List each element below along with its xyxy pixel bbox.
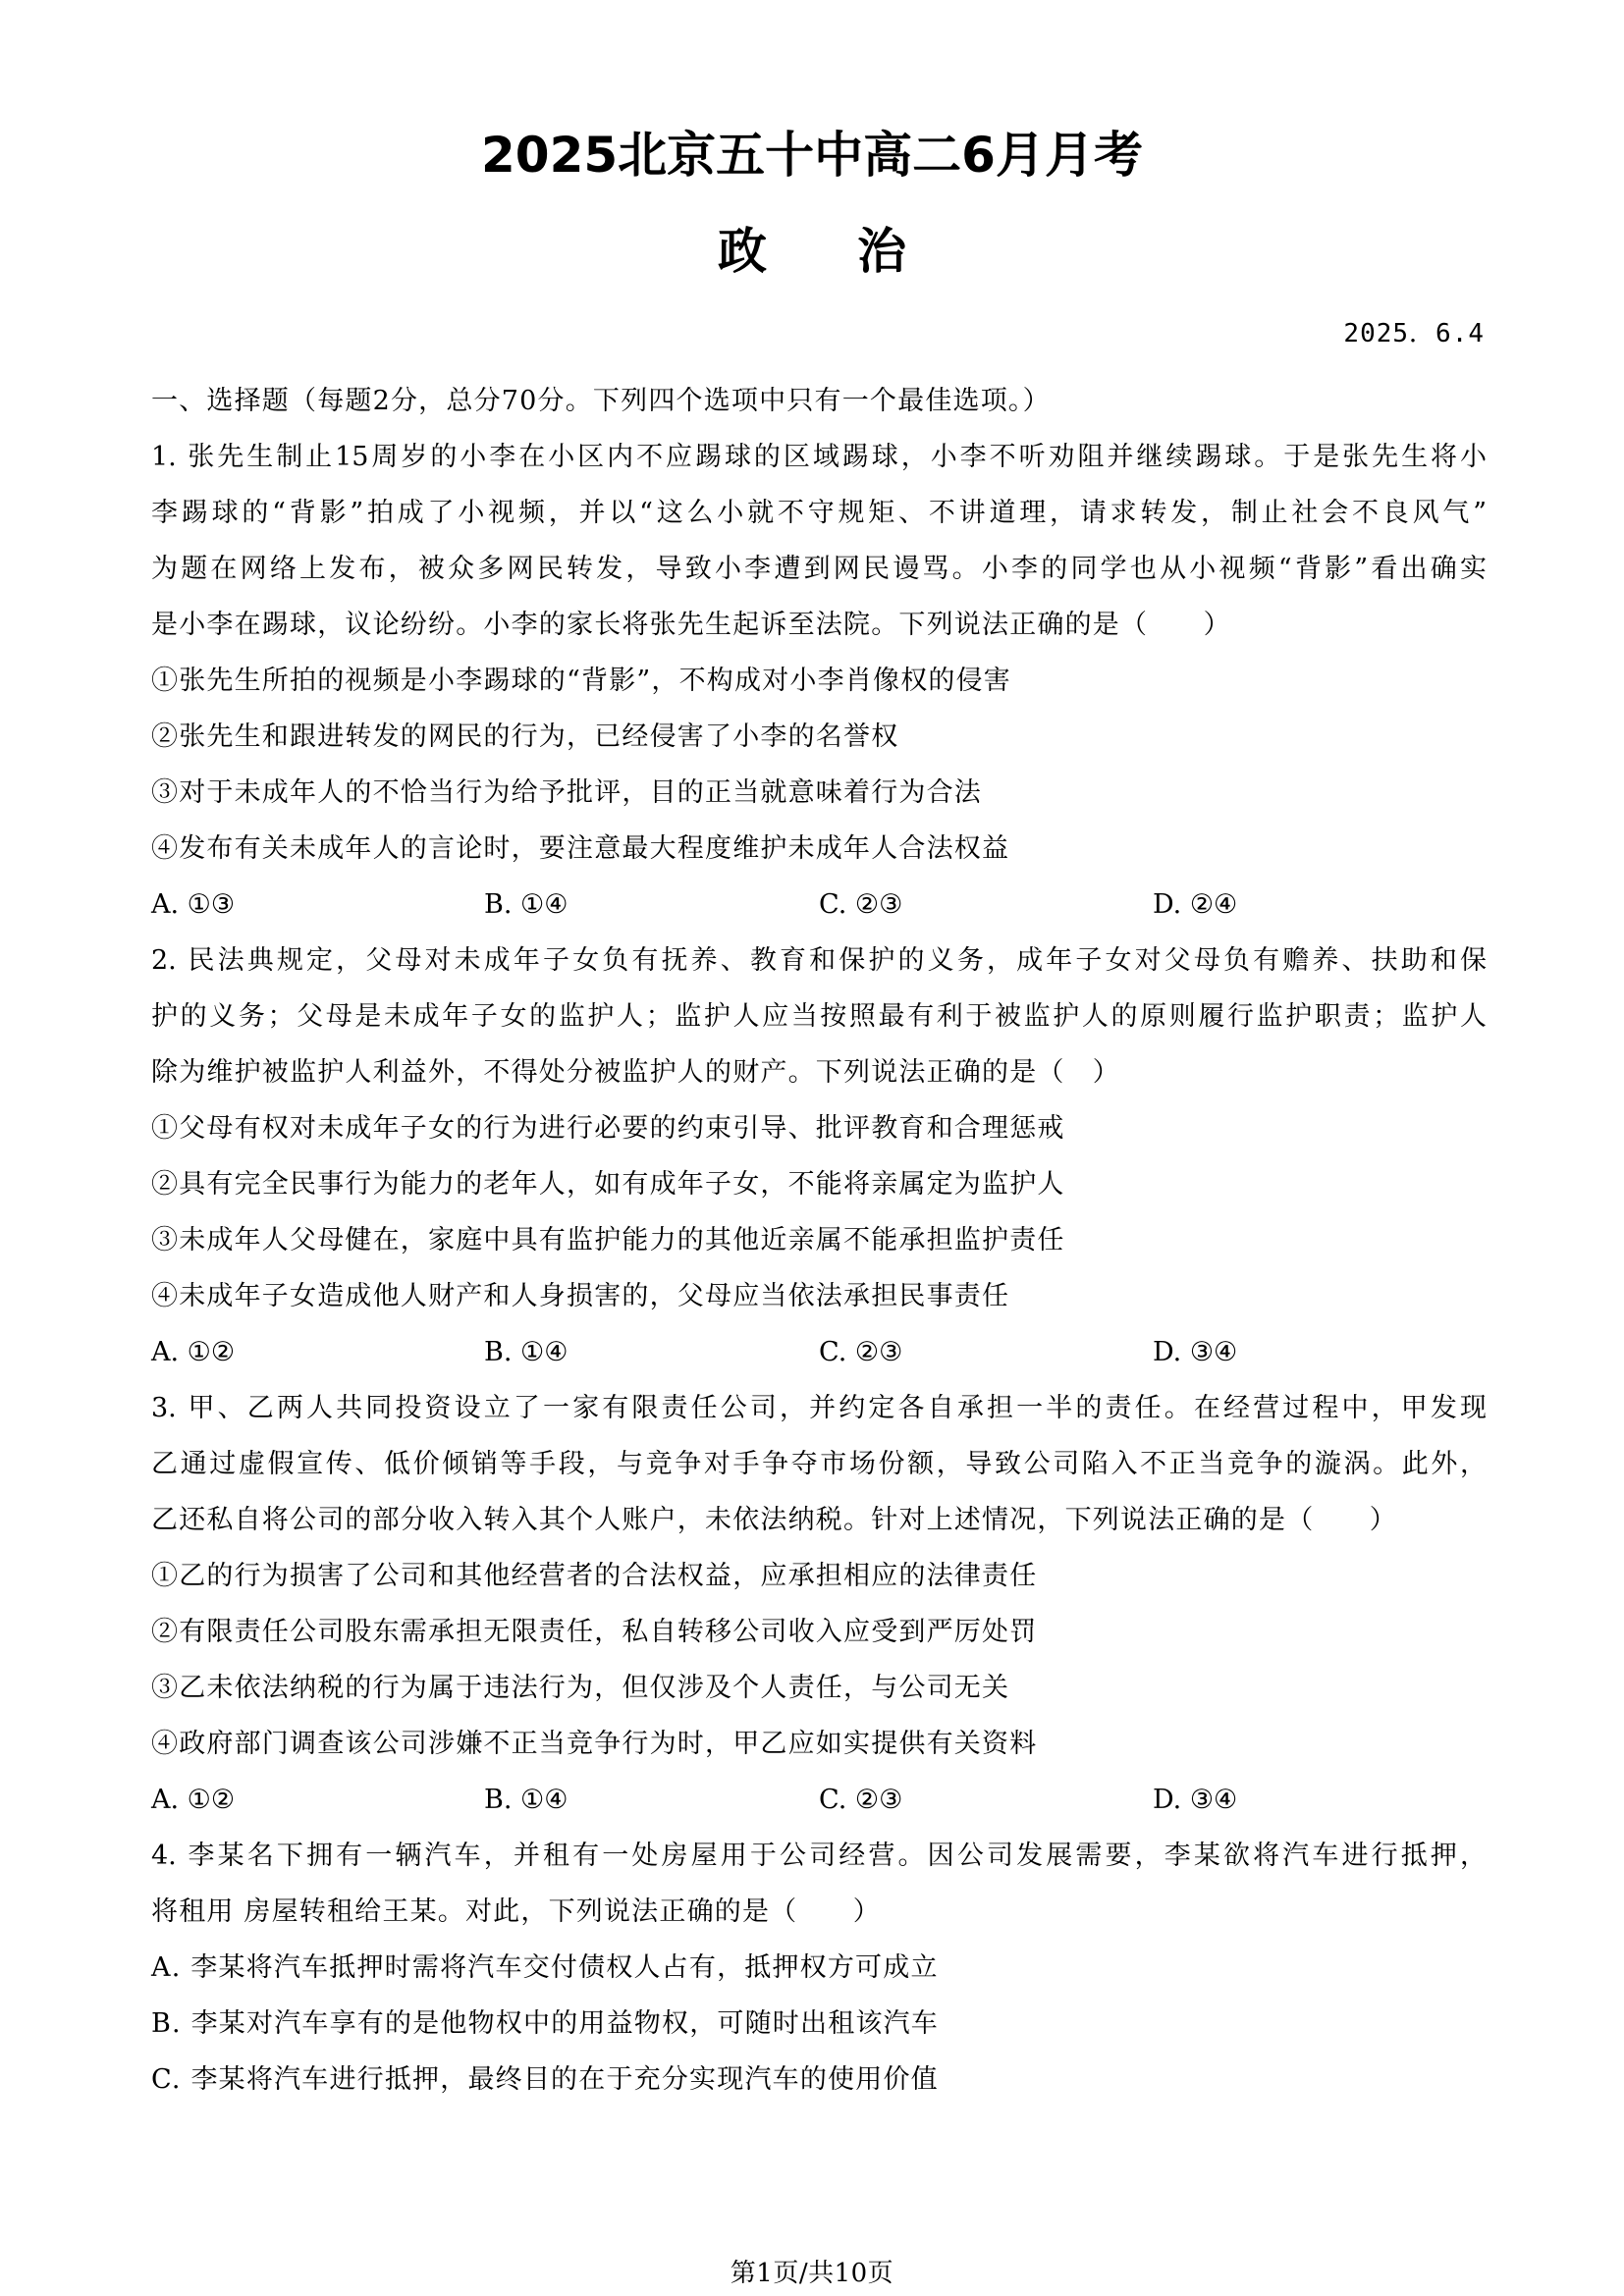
option-c: C. ②③ (819, 889, 903, 920)
question-2 (151, 933, 1487, 1380)
exam-date: 2025．6.4 (1343, 319, 1485, 348)
question-stem-line: 李踢球的“背影”拍成了小视频，并以“这么小就不守规矩、不讲道理，请求转发，制止社会不良风气” (151, 498, 1487, 528)
statement-1: ①父母有权对未成年子女的行为进行必要的约束引导、批评教育和合理惩戒 (151, 1113, 1065, 1144)
statement-4: ④政府部门调查该公司涉嫌不正当竞争行为时，甲乙应如实提供有关资料 (151, 1729, 1038, 1759)
option-d: D. ③④ (1153, 1337, 1238, 1367)
question-1 (151, 429, 1487, 933)
question-stem-line: 是小李在踢球，议论纷纷。小李的家长将张先生起诉至法院。下列说法正确的是（ ） (151, 610, 1231, 640)
statement-4: ④未成年子女造成他人财产和人身损害的，父母应当依法承担民事责任 (151, 1281, 1010, 1311)
exam-title: 2025北京五十中高二6月月考 (481, 127, 1143, 184)
option-a: A. 李某将汽车抵押时需将汽车交付债权人占有，抵押权方可成立 (151, 1952, 939, 1983)
question-stem-line: 护的义务；父母是未成年子女的监护人；监护人应当按照最有利于被监护人的原则履行监护职责；监护人 (151, 1001, 1487, 1032)
option-a: A. ①② (151, 1785, 236, 1815)
option-c: C. 李某将汽车进行抵押，最终目的在于充分实现汽车的使用价值 (151, 2064, 939, 2095)
question-stem-line: 2. 民法典规定，父母对未成年子女负有抚养、教育和保护的义务，成年子女对父母负有赡养、扶助和保 (151, 945, 1487, 976)
question-stem-line: 为题在网络上发布，被众多网民转发，导致小李遭到网民谩骂。小李的同学也从小视频“背影”看出确实 (151, 554, 1487, 584)
option-b: B. ①④ (484, 1785, 568, 1815)
option-b: B. ①④ (484, 889, 568, 920)
section-heading: 一、选择题（每题2分，总分70分。下列四个选项中只有一个最佳选项。） (151, 386, 1051, 416)
option-c: C. ②③ (819, 1337, 903, 1367)
question-stem-line: 4. 李某名下拥有一辆汽车，并租有一处房屋用于公司经营。因公司发展需要，李某欲将汽车进行抵押， (151, 1841, 1487, 1871)
question-stem-line: 3. 甲、乙两人共同投资设立了一家有限责任公司，并约定各自承担一半的责任。在经营过程中，甲发现 (151, 1393, 1487, 1423)
statement-1: ①张先生所拍的视频是小李踢球的“背影”，不构成对小李肖像权的侵害 (151, 666, 1012, 696)
answer-options (151, 1324, 1487, 1380)
statement-3: ③乙未依法纳税的行为属于违法行为，但仅涉及个人责任，与公司无关 (151, 1673, 1010, 1703)
question-3 (151, 1380, 1487, 1828)
question-stem-line: 1. 张先生制止15周岁的小李在小区内不应踢球的区域踢球，小李不听劝阻并继续踢球。于是张先生将小 (151, 442, 1487, 472)
statement-2: ②具有完全民事行为能力的老年人，如有成年子女，不能将亲属定为监护人 (151, 1169, 1065, 1200)
question-stem-line: 乙通过虚假宣传、低价倾销等手段，与竞争对手争夺市场份额，导致公司陷入不正当竞争的漩涡。此外， (151, 1449, 1487, 1479)
question-4 (151, 1828, 1487, 2108)
statement-4: ④发布有关未成年人的言论时，要注意最大程度维护未成年人合法权益 (151, 833, 1010, 864)
question-stem-line: 乙还私自将公司的部分收入转入其个人账户，未依法纳税。针对上述情况，下列说法正确的是（ ） (151, 1505, 1397, 1535)
statement-3: ③未成年人父母健在，家庭中具有监护能力的其他近亲属不能承担监护责任 (151, 1225, 1065, 1255)
statement-2: ②有限责任公司股东需承担无限责任，私自转移公司收入应受到严厉处罚 (151, 1617, 1038, 1647)
option-b: B. 李某对汽车享有的是他物权中的用益物权，可随时出租该汽车 (151, 2008, 940, 2039)
exam-content (151, 373, 1487, 2108)
answer-options (151, 877, 1487, 933)
question-stem-line: 将租用 房屋转租给王某。对此，下列说法正确的是（ ） (151, 1896, 881, 1927)
option-b: B. ①④ (484, 1337, 568, 1367)
exam-subject: 政治 (718, 223, 997, 280)
statement-2: ②张先生和跟进转发的网民的行为，已经侵害了小李的名誉权 (151, 721, 899, 752)
option-a: A. ①③ (151, 889, 236, 920)
statement-1: ①乙的行为损害了公司和其他经营者的合法权益，应承担相应的法律责任 (151, 1561, 1038, 1591)
option-d: D. ③④ (1153, 1785, 1238, 1815)
statement-3: ③对于未成年人的不恰当行为给予批评，目的正当就意味着行为合法 (151, 777, 982, 808)
option-d: D. ②④ (1153, 889, 1238, 920)
page-number: 第1页/共10页 (730, 2259, 894, 2288)
option-c: C. ②③ (819, 1785, 903, 1815)
question-stem-line: 除为维护被监护人利益外，不得处分被监护人的财产。下列说法正确的是（ ） (151, 1057, 1120, 1088)
option-a: A. ①② (151, 1337, 236, 1367)
answer-options (151, 1772, 1487, 1828)
